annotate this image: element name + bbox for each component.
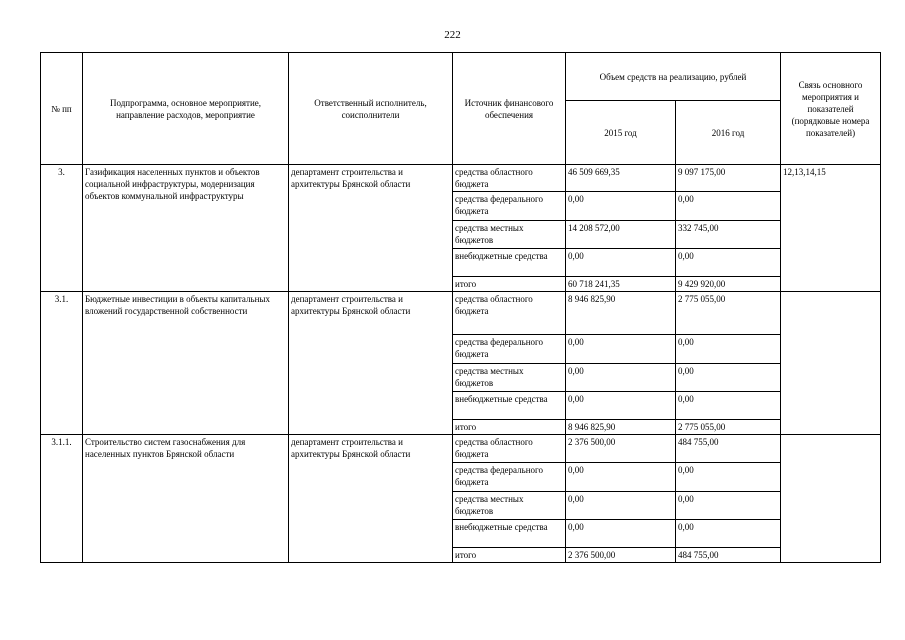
value-2015: 0,00 xyxy=(566,249,676,277)
item-link xyxy=(781,435,881,563)
header-year-2015: 2015 год xyxy=(566,101,676,165)
value-2015: 8 946 825,90 xyxy=(566,292,676,335)
value-2016: 2 775 055,00 xyxy=(676,292,781,335)
source-cell: внебюджетные средства xyxy=(453,249,566,277)
table-row xyxy=(41,165,881,192)
total-2015: 2 376 500,00 xyxy=(566,548,676,563)
value-2016: 332 745,00 xyxy=(676,221,781,249)
header-row xyxy=(41,53,881,101)
total-label: итого xyxy=(453,548,566,563)
header-link: Связь основного мероприятия и показателей (порядковые номера показателей) xyxy=(781,53,881,165)
item-name: Бюджетные инвестиции в объекты капитальных вложений государственной собственности xyxy=(83,292,289,435)
value-2015: 0,00 xyxy=(566,192,676,221)
source-cell: средства местных бюджетов xyxy=(453,221,566,249)
item-executor: департамент строительства и архитектуры Брянской области xyxy=(289,292,453,435)
value-2016: 0,00 xyxy=(676,192,781,221)
value-2016: 0,00 xyxy=(676,492,781,520)
total-2015: 60 718 241,35 xyxy=(566,277,676,292)
item-executor: департамент строительства и архитектуры Брянской области xyxy=(289,435,453,563)
value-2015: 0,00 xyxy=(566,463,676,492)
header-subprogram: Подпрограмма, основное мероприятие, направление расходов, мероприятие xyxy=(83,53,289,165)
value-2016: 0,00 xyxy=(676,249,781,277)
table-row xyxy=(41,292,881,335)
source-cell: средства федерального бюджета xyxy=(453,463,566,492)
item-number: 3. xyxy=(41,165,83,292)
value-2015: 0,00 xyxy=(566,392,676,420)
value-2016: 0,00 xyxy=(676,392,781,420)
total-label: итого xyxy=(453,277,566,292)
source-cell: средства федерального бюджета xyxy=(453,192,566,221)
value-2016: 484 755,00 xyxy=(676,435,781,463)
source-cell: внебюджетные средства xyxy=(453,392,566,420)
total-2016: 9 429 920,00 xyxy=(676,277,781,292)
value-2016: 0,00 xyxy=(676,335,781,364)
total-2015: 8 946 825,90 xyxy=(566,420,676,435)
page-number: 222 xyxy=(444,29,461,41)
table-row xyxy=(41,435,881,463)
source-cell: средства областного бюджета xyxy=(453,292,566,335)
item-number: 3.1. xyxy=(41,292,83,435)
value-2016: 9 097 175,00 xyxy=(676,165,781,192)
value-2015: 0,00 xyxy=(566,335,676,364)
header-executor: Ответственный исполнитель, соисполнители xyxy=(289,53,453,165)
source-cell: средства областного бюджета xyxy=(453,165,566,192)
item-link: 12,13,14,15 xyxy=(781,165,881,292)
header-volume: Объем средств на реализацию, рублей xyxy=(566,53,781,101)
source-cell: средства местных бюджетов xyxy=(453,364,566,392)
value-2016: 0,00 xyxy=(676,463,781,492)
total-2016: 2 775 055,00 xyxy=(676,420,781,435)
source-cell: средства федерального бюджета xyxy=(453,335,566,364)
financing-table xyxy=(40,52,881,563)
value-2015: 14 208 572,00 xyxy=(566,221,676,249)
value-2015: 0,00 xyxy=(566,364,676,392)
item-name: Строительство систем газоснабжения для населенных пунктов Брянской области xyxy=(83,435,289,563)
value-2015: 0,00 xyxy=(566,520,676,548)
item-link xyxy=(781,292,881,435)
header-source: Источник финансового обеспечения xyxy=(453,53,566,165)
header-year-2016: 2016 год xyxy=(676,101,781,165)
item-number: 3.1.1. xyxy=(41,435,83,563)
source-cell: средства областного бюджета xyxy=(453,435,566,463)
total-2016: 484 755,00 xyxy=(676,548,781,563)
source-cell: средства местных бюджетов xyxy=(453,492,566,520)
value-2015: 0,00 xyxy=(566,492,676,520)
header-num: № пп xyxy=(41,53,83,165)
total-label: итого xyxy=(453,420,566,435)
value-2015: 46 509 669,35 xyxy=(566,165,676,192)
value-2016: 0,00 xyxy=(676,520,781,548)
value-2016: 0,00 xyxy=(676,364,781,392)
source-cell: внебюджетные средства xyxy=(453,520,566,548)
value-2015: 2 376 500,00 xyxy=(566,435,676,463)
item-executor: департамент строительства и архитектуры Брянской области xyxy=(289,165,453,292)
item-name: Газификация населенных пунктов и объектов социальной инфраструктуры, модернизация объектов коммунальной инфраструктуры xyxy=(83,165,289,292)
